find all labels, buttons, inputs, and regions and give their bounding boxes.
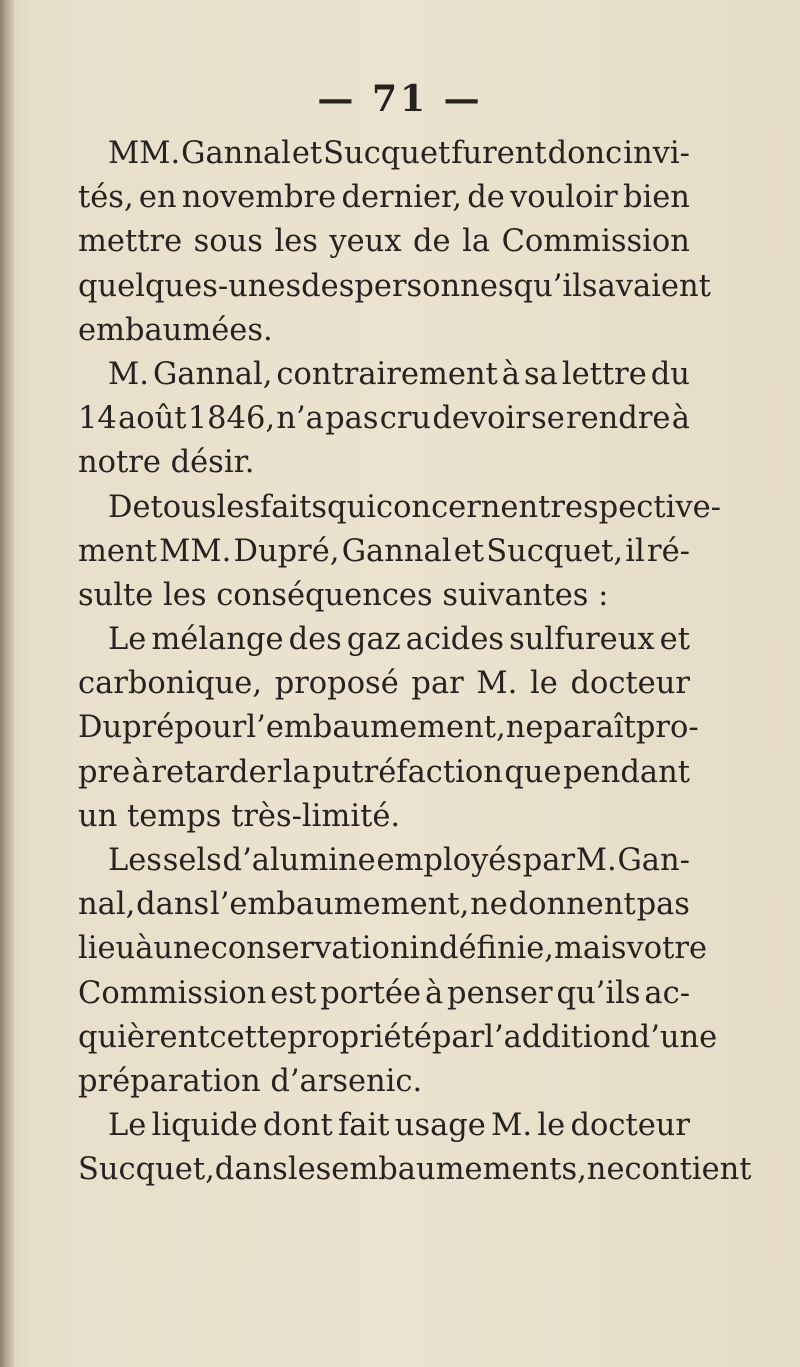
text-line: embaumées. <box>78 312 273 348</box>
text-line: quelques-unes des personnes qu’ils avaient <box>78 268 711 304</box>
text-line: pre à retarder la putréfaction que pendant <box>78 754 690 790</box>
text-line: De tous les faits qui concernent respective- <box>108 489 721 525</box>
text-line: préparation d’arsenic. <box>78 1063 423 1099</box>
text-line: Le liquide dont fait usage M. le docteur <box>108 1108 690 1144</box>
page-gutter <box>0 0 14 1367</box>
text-line: mettre sous les yeux de la Commission <box>78 224 690 260</box>
page-number: — 71 — <box>317 78 483 120</box>
text-line: un temps très-limité. <box>78 798 401 834</box>
text-line: lieu à une conservation indéfinie, mais votre <box>78 931 708 967</box>
text-line: sulte les conséquences suivantes : <box>78 577 609 613</box>
text-line: nal, dans l’embaumement, ne donnent pas <box>78 887 690 923</box>
text-line: notre désir. <box>78 445 255 481</box>
text-line: Sucquet, dans les embaumements, ne contient <box>78 1152 752 1188</box>
text-line: MM. Gannal et Sucquet furent donc invi- <box>108 136 690 171</box>
text-line: quièrent cette propriété par l’addition d’une <box>78 1019 718 1055</box>
text-line: ment MM. Dupré, Gannal et Sucquet, il ré- <box>78 533 690 569</box>
text-line: carbonique, proposé par M. le docteur <box>78 666 690 702</box>
text-line: Les sels d’alumine employés par M. Gan- <box>108 843 690 878</box>
text-line: tés, en novembre dernier, de vouloir bien <box>78 180 690 216</box>
text-line: M. Gannal, contrairement à sa lettre du <box>108 356 690 392</box>
body-text <box>78 132 752 1193</box>
text-line: Dupré pour l’embaumement, ne paraît pro- <box>78 710 699 746</box>
text-line: Commission est portée à penser qu’ils ac- <box>78 975 690 1011</box>
text-line: Le mélange des gaz acides sulfureux et <box>108 622 690 658</box>
text-line: 14 août 1846, n’a pas cru devoir se rendre à <box>78 401 690 437</box>
